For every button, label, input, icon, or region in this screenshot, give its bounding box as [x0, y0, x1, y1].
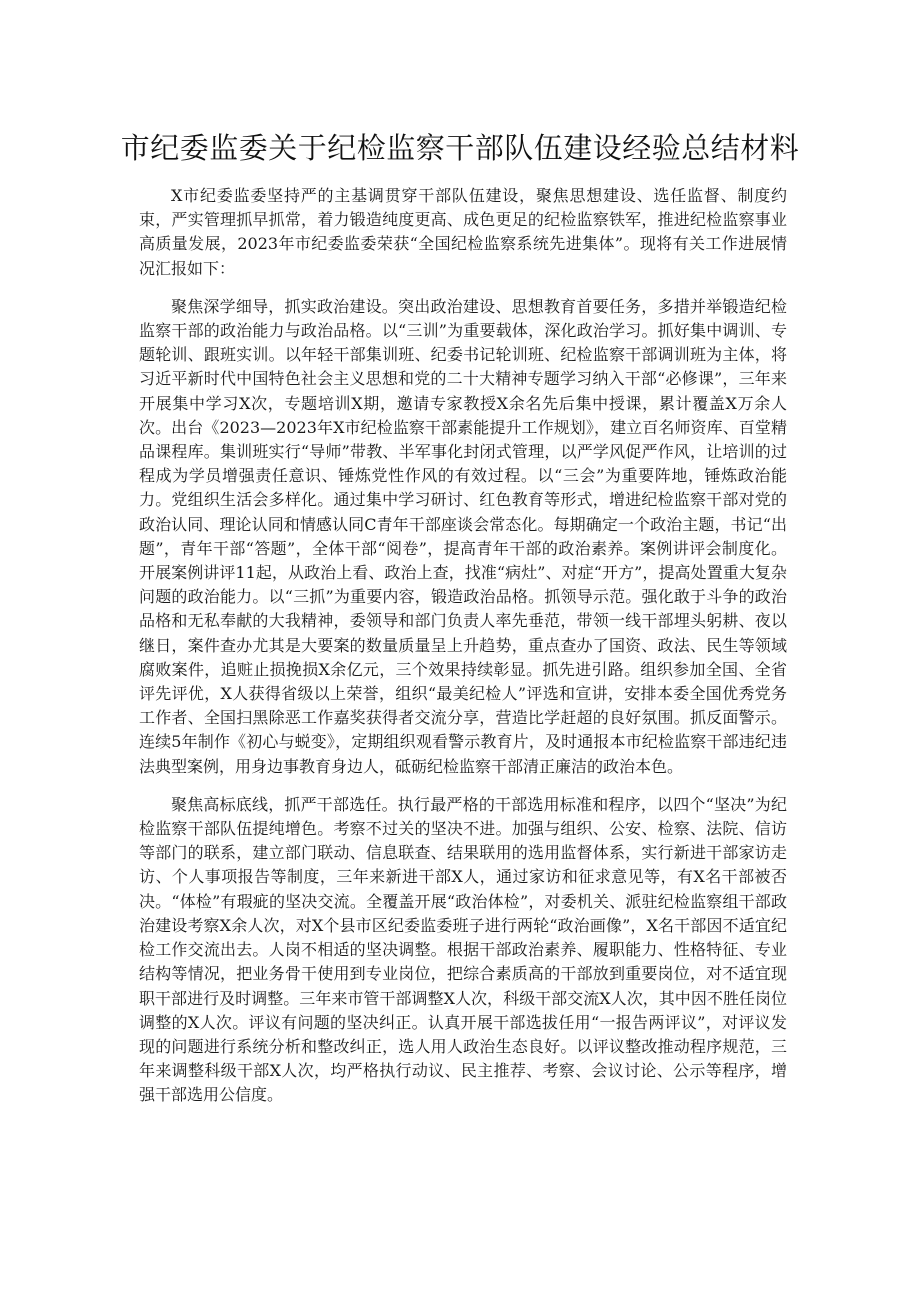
intro-paragraph: X市纪委监委坚持严的主基调贯穿干部队伍建设，聚焦思想建设、选任监督、制度约束，严实管理抓早抓常，着力锻造纯度更高、成色更足的纪检监察铁军，推进纪检监察事业高质量发展，2023年市纪委监委荣获“全国纪检监察系统先进集体”。现将有关工作进展情况汇报如下： [139, 186, 787, 278]
document-body [139, 184, 787, 1122]
political-building-paragraph: 聚焦深学细导，抓实政治建设。突出政治建设、思想教育首要任务，多措并举锻造纪检监察干部的政治能力与政治品格。以“三训”为重要载体，深化政治学习。抓好集中调训、专题轮训、跟班实训。以年轻干部集训班、纪委书记轮训班、纪检监察干部调训班为主体，将习近平新时代中国特色社会主义思想和党的二十大精神专题学习纳入干部“必修课”，三年来开展集中学习X次，专题培训X期，邀请专家教授X余名先后集中授课，累计覆盖X万余人次。出台《2023—2023年X市纪检监察干部素能提升工作规划》，建立百名师资库、百堂精品课程库。集训班实行“导师”带教、半军事化封闭式管理，以严学风促严作风，让培训的过程成为学员增强责任意识、锤炼党性作风的有效过程。以“三会”为重要阵地，锤炼政治能力。党组织生活会多样化。通过集中学习研讨、红色教育等形式，增进纪检监察干部对党的政治认同、理论认同和情感认同C青年干部座谈会常态化。每期确定一个政治主题，书记“出题”，青年干部“答题”，全体干部“阅卷”，提高青年干部的政治素养。案例讲评会制度化。开展案例讲评11起，从政治上看、政治上查，找准“病灶”、对症“开方”，提高处置重大复杂问题的政治能力。以“三抓”为重要内容，锻造政治品格。抓领导示范。强化敢于斗争的政治品格和无私奉献的大我精神，委领导和部门负责人率先垂范，带领一线干部埋头躬耕、夜以继日，案件查办尤其是大要案的数量质量呈上升趋势，重点查办了国资、政法、民生等领域腐败案件，追赃止损挽损X余亿元，三个效果持续彰显。抓先进引路。组织参加全国、全省评先评优，X人获得省级以上荣誉，组织“最美纪检人”评选和宣讲，安排本委全国优秀党务工作者、全国扫黑除恶工作嘉奖获得者交流分享，营造比学赶超的良好氛围。抓反面警示。连续5年制作《初心与蜕变》，定期组织观看警示教育片，及时通报本市纪检监察干部违纪违法典型案例，用身边事教育身边人，砥砺纪检监察干部清正廉洁的政治本色。 [139, 296, 787, 776]
cadre-selection-paragraph: 聚焦高标底线，抓严干部选任。执行最严格的干部选用标准和程序，以四个“坚决”为纪检监察干部队伍提纯增色。考察不过关的坚决不进。加强与组织、公安、检察、法院、信访等部门的联系，建立部门联动、信息联查、结果联用的选用监督体系，实行新进干部家访走访、个人事项报告等制度，三年来新进干部X人，通过家访和征求意见等，有X名干部被否决。“体检”有瑕疵的坚决交流。全覆盖开展“政治体检”，对委机关、派驻纪检监察组干部政治建设考察X余人次，对X个县市区纪委监委班子进行两轮“政治画像”，X名干部因不适宜纪检工作交流出去。人岗不相适的坚决调整。根据干部政治素养、履职能力、性格特征、专业结构等情况，把业务骨干使用到专业岗位，把综合素质高的干部放到重要岗位，对不适宜现职干部进行及时调整。三年来市管干部调整X人次，科级干部交流X人次，其中因不胜任岗位调整的X人次。评议有问题的坚决纠正。认真开展干部选拔任用“一报告两评议”，对评议发现的问题进行系统分析和整改纠正，选人用人政治生态良好。以评议整改推动程序规范，三年来调整科级干部X人次，均严格执行动议、民主推荐、考察、会议讨论、公示等程序，增强干部选用公信度。 [139, 794, 787, 1105]
document-title: 市纪委监委关于纪检监察干部队伍建设经验总结材料 [120, 131, 800, 165]
